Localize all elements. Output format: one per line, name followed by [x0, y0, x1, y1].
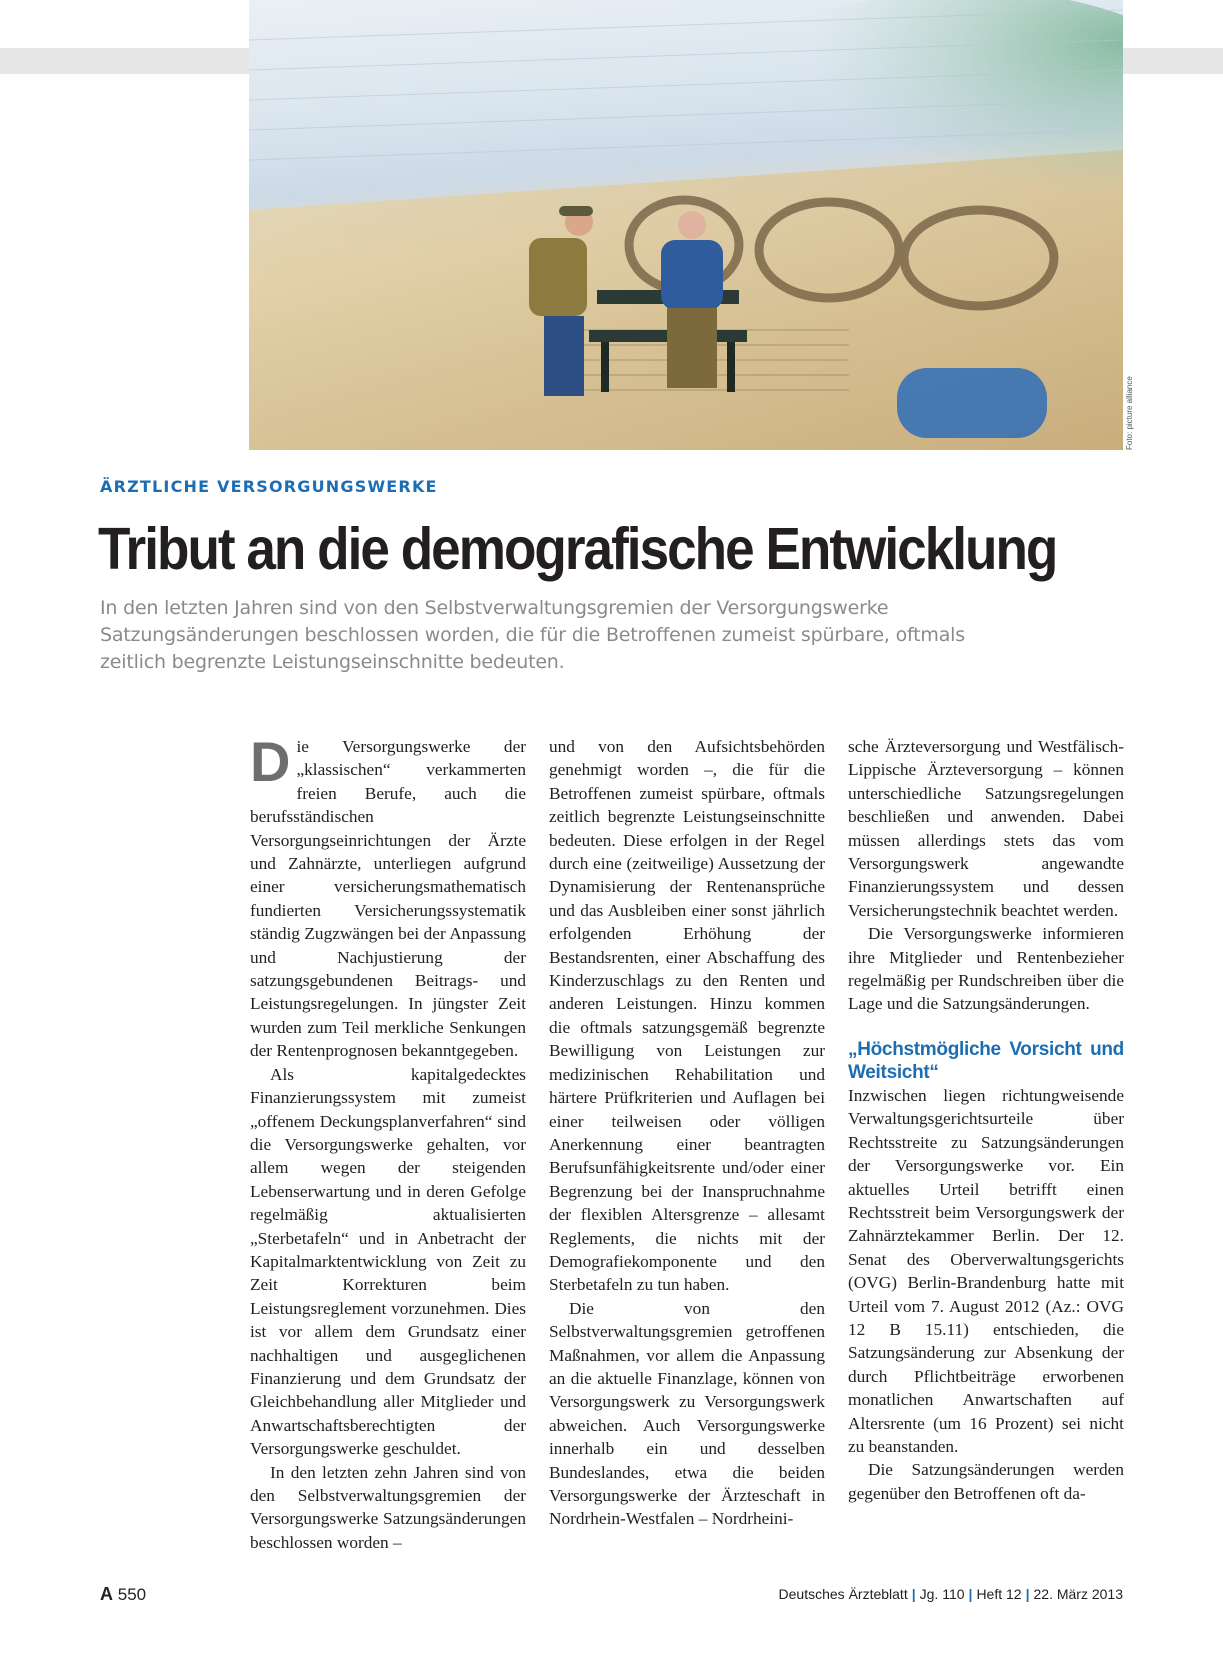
journal-footer	[779, 1586, 1123, 1602]
separator: |	[911, 1586, 916, 1602]
separator: |	[968, 1586, 973, 1602]
page-letter: A	[100, 1584, 113, 1604]
drop-cap: D	[250, 730, 291, 793]
paragraph: In den letzten zehn Jahren sind von den Selbstverwaltungsgremien der Versorgungswerke Satzungsänderungen beschlossen worden –	[250, 1462, 526, 1552]
volume: Jg. 110	[919, 1586, 965, 1602]
section-kicker: ÄRZTLICHE VERSORGUNGSWERKE	[100, 477, 438, 496]
paragraph: sche Ärzteversorgung und Westfälisch-Lippische Ärzteversorgung – können unterschiedliche Satzungsregelungen beschließen und anwenden. Dabei müssen allerdings stets das vom Versorgungswerk angewandte Finanzierungssystem und dessen Versicherungstechnik beachtet werden.	[848, 737, 1124, 920]
paragraph: Die von den Selbstverwaltungsgremien getroffenen Maßnahmen, vor allem die Anpassung an die aktuelle Finanzlage, können von Versorgungswerk zu Versorgungswerk abweichen. Auch Versorgungswerke innerhalb ein und desselben Bundeslandes, etwa die beiden Versorgungswerke der Ärzteschaft in Nordrhein-Westfalen – Nordrheini-	[549, 1298, 825, 1529]
paragraph: Die Versorgungswerke informieren ihre Mitglieder und Rentenbezieher regelmäßig per Rundschreiben über die Lage und die Satzungsänderungen.	[848, 924, 1124, 1014]
journal-name: Deutsches Ärzteblatt	[778, 1586, 908, 1602]
page-number-value: 550	[117, 1585, 147, 1604]
paragraph: Inzwischen liegen richtungweisende Verwaltungsgerichtsurteile über Rechtsstreite zu Satzungsänderungen der Versorgungswerke vor. Ein aktuelles Urteil betrifft einen Rechtsstreit beim Versorgungswerk der Zahnärztekammer Berlin. Der 12. Senat des Oberverwaltungsgerichts (OVG) Berlin-Brandenburg hatte mit Urteil vom 7. August 2012 (Az.: OVG 12 B 15.11) entschieden, die Satzungsänderung zur Absenkung der durch Pflichtbeiträge erworbenen monatlichen Anwartschaften auf Altersrente (um 16 Prozent) sei nicht zu beanstanden.	[848, 1085, 1124, 1456]
section-subheading: „Höchstmögliche Vorsicht und Weitsicht“	[848, 1038, 1124, 1083]
banknote-illustration	[249, 0, 1123, 450]
article-lead: In den letzten Jahren sind von den Selbstverwaltungsgremien der Versorgungswerke Satzungsänderungen beschlossen worden, die für die Betroffenen zumeist spürbare, oftmals zeitlich begrenzte Leistungseinschnitte bedeuten.	[100, 597, 965, 673]
paragraph: ie Versorgungswerke der „klassischen“ verkammerten freien Berufe, auch die berufsständischen Versorgungseinrichtungen der Ärzte und Zahnärzte, unterliegen aufgrund einer versicherungsmathematisch fundierten Versicherungssystematik ständig Zugzwängen bei der Anpassung und Nachjustierung der satzungsgebundenen Beitrags- und Leistungsregelungen. In jüngster Zeit wurden zum Teil merkliche Senkungen der Rentenprognosen bekanntgegeben.	[250, 737, 526, 1061]
issue-date: 22. März 2013	[1033, 1586, 1123, 1602]
text-column-3	[848, 735, 1124, 1505]
separator: |	[1025, 1586, 1030, 1602]
paragraph: Als kapitalgedecktes Finanzierungssystem mit zumeist „offenem Deckungsplanverfahren“ sind die Versorgungswerke gehalten, vor allem wegen der steigenden Lebenserwartung und in deren Gefolge regelmäßig aktualisierten „Sterbetafeln“ und in Anbetracht der Kapitalmarktentwicklung von Zeit zu Zeit Korrekturen beim Leistungsreglement vorzunehmen. Dies ist vor allem dem Grundsatz einer nachhaltigen und ausgeglichenen Finanzierung und dem Grundsatz der Gleichbehandlung aller Mitglieder und Anwartschaftsberechtigten der Versorgungswerke geschuldet.	[250, 1064, 526, 1459]
paragraph: Die Satzungsänderungen werden gegenüber den Betroffenen oft da-	[848, 1460, 1124, 1503]
text-column-1	[250, 730, 526, 1554]
text-column-2	[549, 735, 825, 1531]
page-number	[100, 1584, 146, 1605]
hologram-patch	[897, 368, 1047, 438]
paragraph: und von den Aufsichtsbehörden genehmigt worden –, die für die Betroffenen zumeist spürbare, oftmals zeitlich begrenzte Leistungseinschnitte bedeuten. Diese erfolgen in der Regel durch eine (zeitweilige) Aussetzung der Dynamisierung der Rentenansprüche und das Ausbleiben einer sonst jährlich erfolgenden Erhöhung der Bestandsrenten, einer Abschaffung des Kinderzuschlags zu den Renten und anderen Leistungen. Hinzu kommen die oftmals satzungsgemäß begrenzte Bewilligung von Leistungen zur medizinischen Rehabilitation und härtere Prüfkriterien und Auflagen bei einer teilweisen oder völligen Anerkennung einer beantragten Berufsunfähigkeitsrente und/oder einer Begrenzung bei der Inanspruchnahme der flexiblen Altersgrenze – allesamt Reglements, die nichts mit der Demografiekomponente und den Sterbetafeln zu tun haben.	[549, 737, 825, 1295]
article-headline: Tribut an die demografische Entwicklung	[98, 516, 1057, 582]
hero-photo	[249, 0, 1123, 450]
photo-credit: Foto: picture alliance	[1125, 376, 1134, 450]
issue: Heft 12	[976, 1586, 1022, 1602]
